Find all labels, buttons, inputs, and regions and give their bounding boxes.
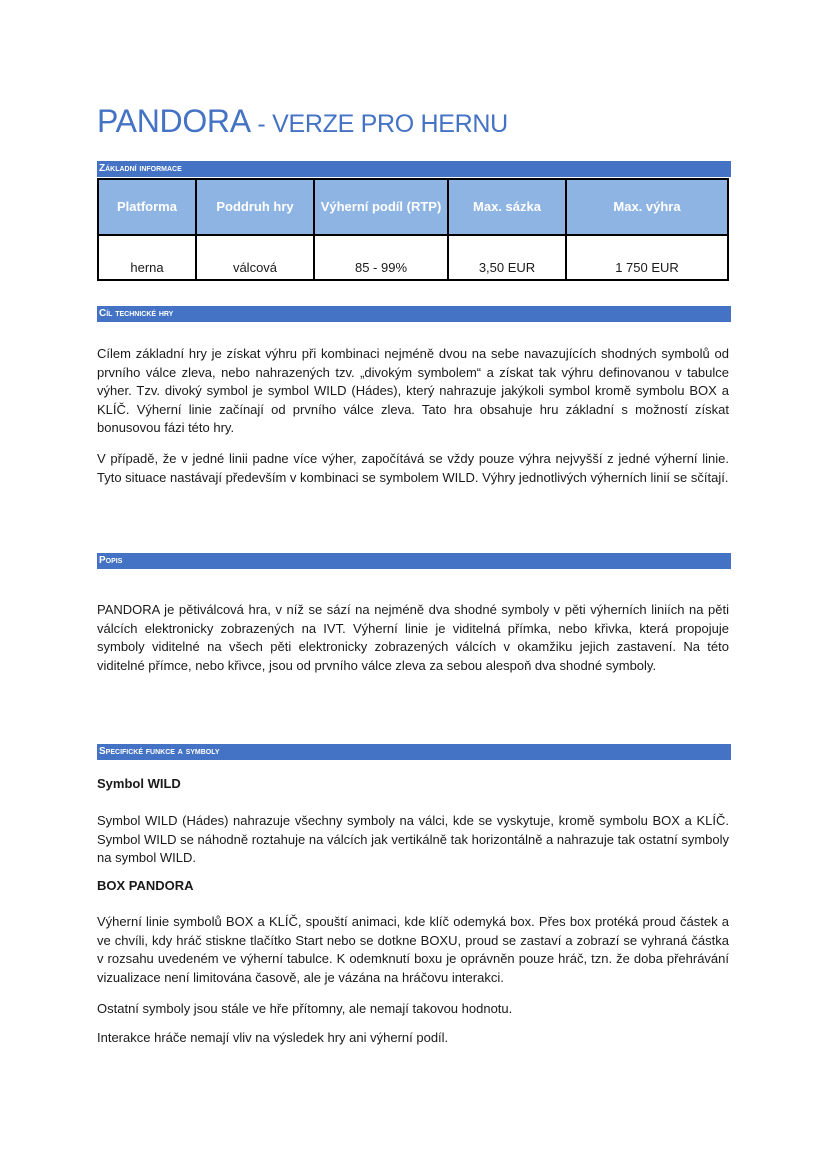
goal-paragraph-1: Cílem základní hry je získat výhru při kombinaci nejméně dvou na sebe navazujících shodných symbolů od prvního válce zleva, nebo nahrazených tzv. „divokým symbolem“ a získat tak výhru definovanou v tabulce výher. Tzv. divoký symbol je symbol WILD (Hádes), který nahrazuje jakýkoli symbol kromě symbolu BOX a KLÍČ. Výherní linie začínají od prvního válce zleva. Tato hra obsahuje hru základní s možností získat bonusovou fázi této hry.	[97, 346, 729, 435]
cell-platform: herna	[98, 235, 196, 280]
box-heading: BOX PANDORA	[97, 878, 194, 893]
header-max-bet: Max. sázka	[448, 179, 566, 235]
section-bar-basic-info: Základní informace	[97, 161, 731, 177]
title-main: PANDORA	[97, 103, 251, 139]
wild-heading: Symbol WILD	[97, 776, 181, 791]
page-title	[97, 103, 508, 140]
cell-max-win: 1 750 EUR	[566, 235, 728, 280]
table-row	[98, 235, 728, 280]
title-separator: -	[250, 110, 273, 138]
section-bar-description: Popis	[97, 553, 731, 569]
section-bar-features: Specifické funkce a symboly	[97, 744, 731, 760]
cell-subtype: válcová	[196, 235, 314, 280]
header-subtype: Poddruh hry	[196, 179, 314, 235]
section-bar-goal: Cíl technické hry	[97, 306, 731, 322]
description-paragraph: PANDORA je pětiválcová hra, v níž se sází na nejméně dva shodné symboly v pěti výherních liniích na pěti válcích elektronicky zobrazených na IVT. Výherní linie je viditelná přímka, nebo křivka, která propojuje symboly viditelné na všech pěti elektronicky zobrazených válcích v okamžiku jejich zastavení. Na této viditelné přímce, nebo křivce, jsou od prvního válce zleva za sebou alespoň dva shodné symboly.	[97, 602, 729, 673]
note-paragraph-2: Interakce hráče nemají vliv na výsledek hry ani výherní podíl.	[97, 1030, 449, 1045]
header-platform: Platforma	[98, 179, 196, 235]
note-paragraph-1: Ostatní symboly jsou stále ve hře přítomny, ale nemají takovou hodnotu.	[97, 1001, 513, 1016]
box-paragraph: Výherní linie symbolů BOX a KLÍČ, spouští animaci, kde klíč odemyká box. Přes box protéká proud částek a ve chvíli, kdy hráč stiskne tlačítko Start nebo se dotkne BOXU, proud se zastaví a zobrazí se vyhraná částka v rozsahu uvedeném ve výherní tabulce. K odemknutí boxu je oprávněn pouze hráč, tzn. že doba přehrávání vizualizace není limitována časově, ale je vázána na hráčovu interakci.	[97, 914, 729, 985]
goal-paragraph-2: V případě, že v jedné linii padne více výher, započítává se vždy pouze výhra nejvyšší z jedné výherní linie. Tyto situace nastávají především v kombinaci se symbolem WILD. Výhry jednotlivých výherních linií se sčítají.	[97, 451, 729, 485]
title-sub: VERZE PRO HERNU	[272, 110, 508, 138]
header-rtp: Výherní podíl (RTP)	[314, 179, 448, 235]
info-table	[97, 178, 729, 281]
info-table-header-row	[98, 179, 728, 235]
cell-rtp: 85 - 99%	[314, 235, 448, 280]
wild-paragraph: Symbol WILD (Hádes) nahrazuje všechny symboly na válci, kde se vyskytuje, kromě symbolu BOX a KLÍČ. Symbol WILD se náhodně roztahuje na válcích jak vertikálně tak horizontálně a nahrazuje tak ostatní symboly na symbol WILD.	[97, 813, 729, 865]
cell-max-bet: 3,50 EUR	[448, 235, 566, 280]
header-max-win: Max. výhra	[566, 179, 728, 235]
